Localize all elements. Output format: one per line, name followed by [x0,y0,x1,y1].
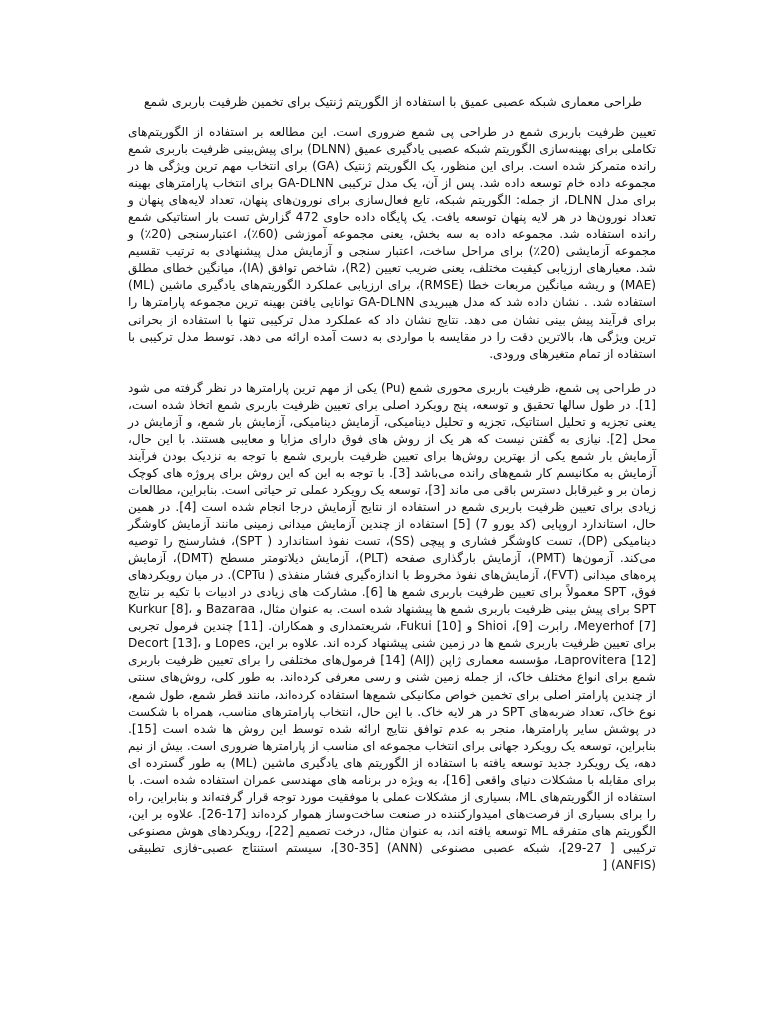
body-paragraph: در طراحی پی شمع، ظرفیت باربری محوری شمع (Pu) یکی از مهم ترین پارامترها در نظر گرفته می شود [1]. در طول سالها تحقیق و توسعه، پنج رویکرد اصلی برای تعیین ظرفیت باربری شمع اتخاذ شده است، یعنی تجزیه و تحلیل استاتیک، تجزیه و تحلیل دینامیکی، آزمایش دینامیکی، آزمایش بار شمع، و آزمایش در محل [2]. نیازی به گفتن نیست که هر یک از روش های فوق دارای مزایا و معایبی هستند. با این حال، آزمایش بار شمع یکی از بهترین روش‌ها برای تعیین ظرفیت باربری شمع با توجه به نزدیک بودن فرآیند آزمایش به مکانیسم کار شمع‌های رانده می‌باشد [3]. با توجه به این که این روش برای پروژه های کوچک زمان بر و غیرقابل دسترس باقی می ماند [3]، توسعه یک رویکرد عملی تر حیاتی است. بنابراین، مطالعات زیادی برای تعیین ظرفیت باربری شمع در استفاده از نتایج آزمایش درجا انجام شده است [4]. در همین حال، استاندارد اروپایی (کد یورو 7) [5] استفاده از چندین آزمایش میدانی زمینی مانند آزمایش کاوشگر دینامیکی (DP)، تست کاوشگر فشاری و پیچی (SS)، تست نفوذ استاندارد ( SPT)، فشارسنج را توصیه می‌کند. آزمون‌ها (PMT)، آزمایش بارگذاری صفحه (PLT)، آزمایش دیلاتومتر مسطح (DMT)، آزمایش پره‌های میدانی (FVT)، آزمایش‌های نفوذ مخروط با اندازه‌گیری فشار منفذی ( CPTu). در میان رویکردهای فوق، SPT معمولاً برای تعیین ظرفیت باربری شمع ها [6]. مشارکت های زیادی در ادبیات با تکیه بر نتایج SPT برای پیش بینی ظرفیت باربری شمع ها پیشنهاد شده است. به عنوان مثال، Bazaraa و Kurkur [8]، Meyerhof [7]، رابرت [9]، Shioi و Fukui [10]، شریعتمداری و همکاران. [11] چندین فرمول تجربی برای تعیین ظرفیت باربری شمع ها در زمین شنی پیشنهاد کرده اند. علاوه بر این، Lopes و Decort [13]، Laprovitera [12]، مؤسسه معماری ژاپن (AIJ) [14] فرمول‌های مختلفی را برای تعیین ظرفیت باربری شمع برای انواع مختلف خاک، از جمله زمین شنی و رسی معرفی کرده‌اند. به طور کلی، روش‌های سنتی از چندین پارامتر اصلی برای تخمین خواص مکانیکی شمع‌ها استفاده کرده‌اند، مانند قطر شمع، طول شمع، نوع خاک، تعداد ضربه‌های SPT در هر لایه خاک. با این حال، انتخاب پارامترهای مناسب، همراه با شکست در پوشش سایر پارامترها، منجر به عدم توافق نتایج ارائه شده توسط این روش ها شده است [15]. بنابراین، توسعه یک رویکرد جهانی برای انتخاب مجموعه ای مناسب از پارامترها ضروری است. بیش از نیم دهه، یک رویکرد جدید توسعه یافته با استفاده از الگوریتم های یادگیری ماشین (ML) به طور گسترده ای برای مقابله با مشکلات دنیای واقعی [16]، به ویژه در برنامه های مهندسی عمران استفاده شده است. با استفاده از الگوریتم‌های ML، بسیاری از مشکلات عملی با موفقیت مورد توجه قرار گرفته‌اند و بنابراین، راه را برای بسیاری از فرصت‌های امیدوارکننده در صنعت ساخت‌وساز هموار کرده‌اند [17-26]. علاوه بر این، الگوریتم های متفرقه ML توسعه یافته اند، به عنوان مثال، درخت تصمیم [22]، رویکردهای هوش مصنوعی ترکیبی [ 27-29]، شبکه عصبی مصنوعی (ANN) [30-35]، سیستم استنتاج عصبی-فازی تطبیقی (ANFIS) [ [128,380,657,872]
document-title: طراحی معماری شبکه عصبی عمیق با استفاده از الگوریتم ژنتیک برای تخمین ظرفیت باربری شمع [143,94,642,109]
abstract-paragraph: تعیین ظرفیت باربری شمع در طراحی پی شمع ضروری است. این مطالعه بر استفاده از الگوریتم‌های تکاملی برای بهینه‌سازی الگوریتم شبکه عصبی یادگیری عمیق (DLNN) برای پیش‌بینی ظرفیت باربری شمع رانده متمرکز شده است. برای این منظور، یک الگوریتم ژنتیک (GA) برای انتخاب مهم ترین ویژگی ها در مجموعه داده خام توسعه داده شد. پس از آن، یک مدل ترکیبی GA-DLNN برای انتخاب پارامترهای بهینه برای مدل DLNN، از جمله: الگوریتم شبکه، تابع فعال‌سازی برای نورون‌های پنهان، تعداد لایه‌های پنهان و تعداد نورون‌ها در هر لایه پنهان توسعه یافت. یک پایگاه داده حاوی 472 گزارش تست بار استاتیکی شمع رانده استفاده شد. مجموعه داده به سه بخش، یعنی مجموعه آموزشی (60٪)، اعتبارسنجی (20٪) و مجموعه آزمایشی (20٪) برای مراحل ساخت، اعتبار سنجی و آزمایش مدل پیشنهادی به ترتیب تقسیم شد. معیارهای ارزیابی کیفیت مختلف، یعنی ضریب تعیین (R2)، شاخص توافق (IA)، میانگین خطای مطلق (MAE) و ریشه میانگین مربعات خطا (RMSE)، برای ارزیابی عملکرد الگوریتم‌های یادگیری ماشین (ML) استفاده شد. . نشان داده شد که مدل هیبریدی GA-DLNN توانایی یافتن بهینه ترین مجموعه پارامترها را برای فرآیند پیش بینی نشان می دهد. نتایج نشان داد که عملکرد مدل ترکیبی تنها با استفاده از بحرانی ترین ویژگی ها، بالاترین دقت را در مقایسه با مواردی به دست آمده ارائه می دهد. توسط مدل ترکیبی با استفاده از تمام متغیرهای ورودی. [128,125,657,361]
